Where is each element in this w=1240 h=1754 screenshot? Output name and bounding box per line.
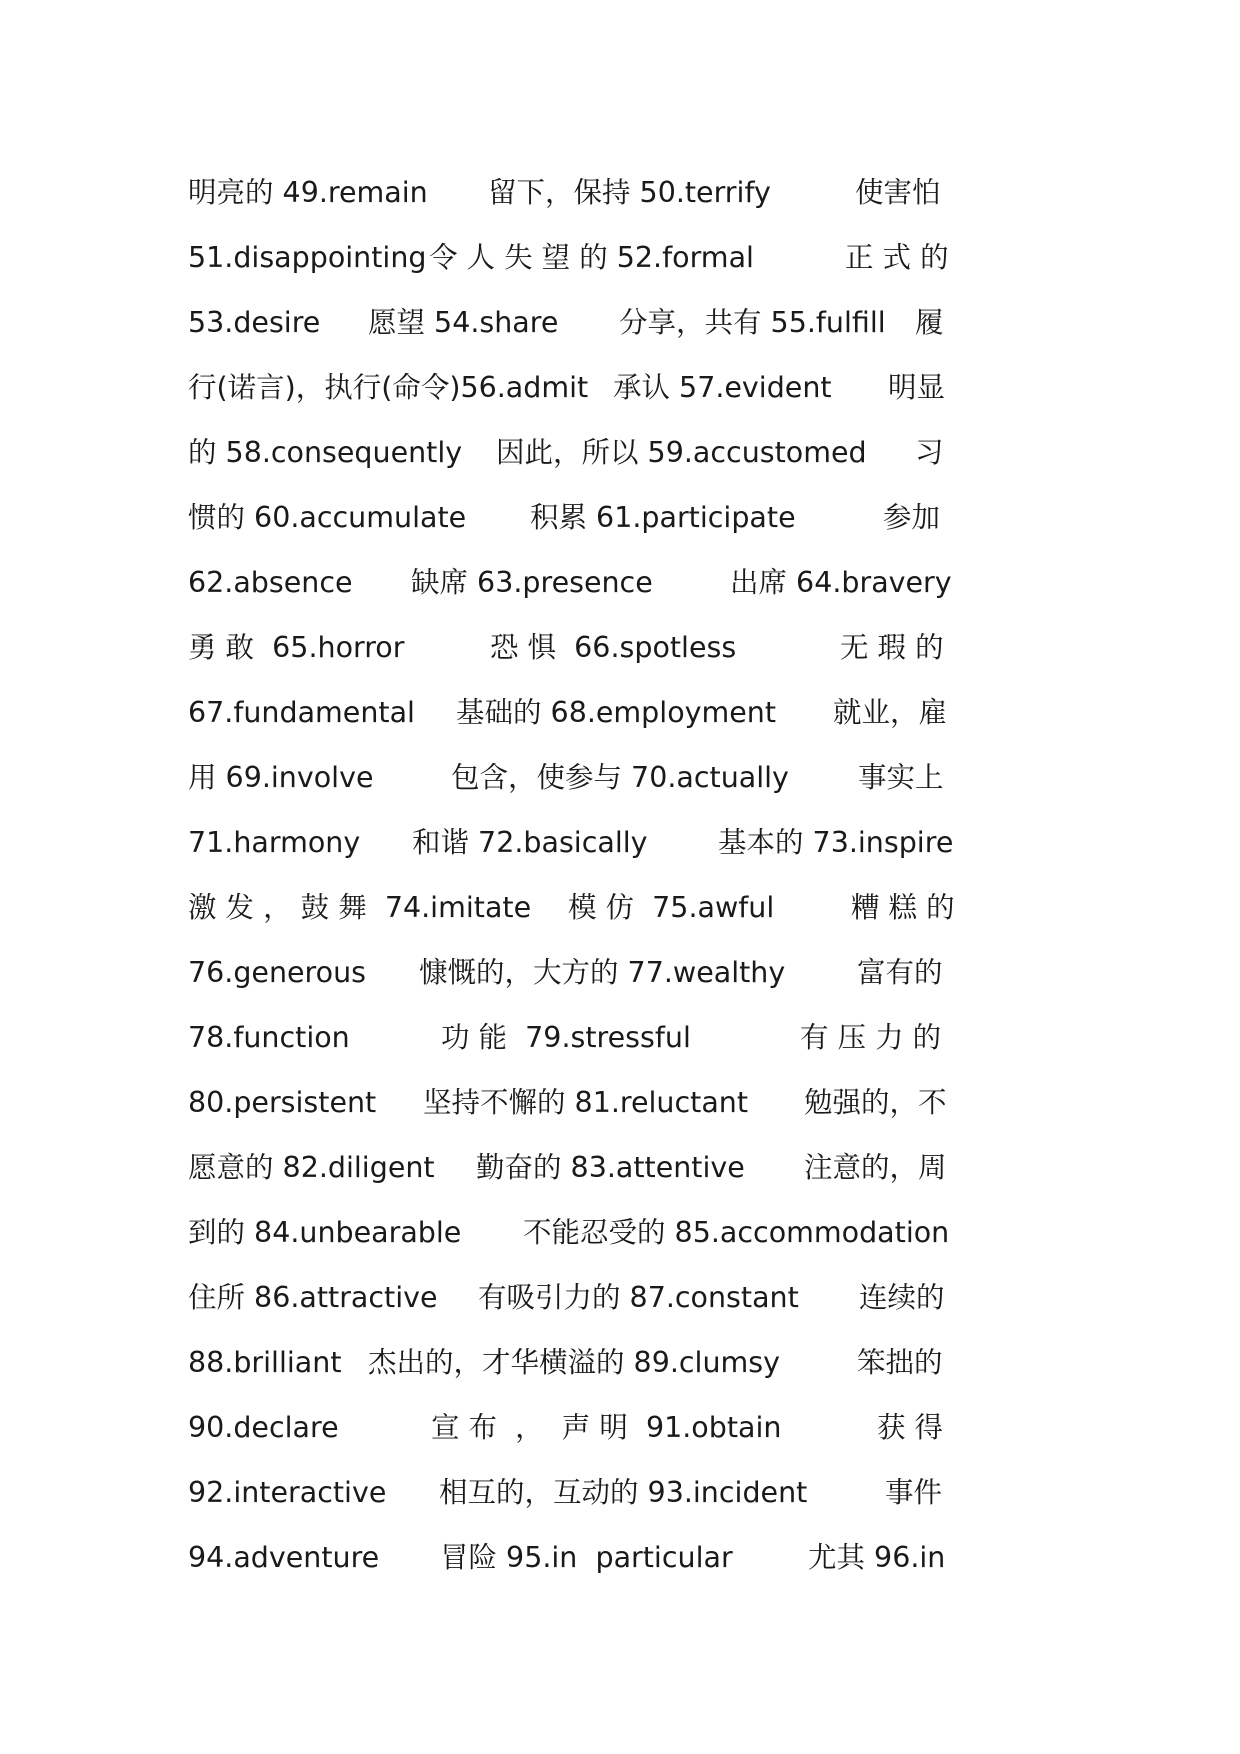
line-segment: 积累 61.participate [530,501,796,534]
line-segment: 获 得 [877,1411,944,1444]
line-segment: 功 能 79.stressful [441,1021,691,1054]
line-segment: 令 人 失 望 的 52.formal [429,241,754,274]
line-segment: 笨拙的 [857,1346,943,1379]
line-segment: 62.absence [188,566,353,599]
line-segment: 有 压 力 的 [800,1021,942,1054]
line-segment: 行(诺言)，执行(命令)56.admit [188,371,589,404]
line-segment: 明显 [888,371,946,404]
line-segment: 78.function [188,1021,350,1054]
line-segment: 勇 敢 65.horror [188,631,405,664]
line-segment: 杰出的，才华横溢的 89.clumsy [368,1346,781,1379]
line-segment: 94.adventure [188,1541,380,1574]
line-segment: 事件 [885,1476,943,1509]
line-segment: 使害怕 [855,176,941,209]
line-segment: 53.desire [188,306,321,339]
line-segment: 基本的 73.inspire [718,826,954,859]
line-segment: 到的 84.unbearable [188,1216,462,1249]
line-segment: 基础的 68.employment [456,696,777,729]
line-segment: 惯的 60.accumulate [188,501,467,534]
line-segment: 激 发 ， 鼓 舞 74.imitate [188,891,532,924]
line-segment: 正 式 的 [845,241,949,274]
text-line [188,1408,1056,1473]
line-segment: 因此，所以 59.accustomed [496,436,867,469]
text-line [188,1343,1056,1408]
line-segment: 愿意的 82.diligent [188,1151,435,1184]
line-segment: 留下，保持 50.terrify [488,176,771,209]
line-segment: 恐 惧 66.spotless [490,631,737,664]
text-line [188,1473,1056,1538]
line-segment: 承认 57.evident [613,371,832,404]
text-line [188,498,1056,563]
text-line [188,173,1056,238]
line-segment: 分享，共有 55.fulfill [619,306,886,339]
text-line [188,1083,1056,1148]
line-segment: 80.persistent [188,1086,377,1119]
text-line [188,888,1056,953]
line-segment: 相互的，互动的 93.incident [439,1476,808,1509]
text-line [188,823,1056,888]
text-line [188,693,1056,758]
line-segment: 和谐 72.basically [412,826,648,859]
line-segment: 88.brilliant [188,1346,342,1379]
line-segment: 住所 86.attractive [188,1281,438,1314]
line-segment: 包含，使参与 70.actually [451,761,789,794]
line-segment: 连续的 [859,1281,945,1314]
line-segment: 注意的，周 [804,1151,947,1184]
text-line [188,433,1056,498]
line-segment: 有吸引力的 87.constant [478,1281,799,1314]
line-segment: 模 仿 75.awful [568,891,775,924]
line-segment: 就业，雇 [833,696,948,729]
line-segment: 参加 [883,501,941,534]
line-segment: 坚持不懈的 81.reluctant [423,1086,749,1119]
text-line [188,1213,1056,1278]
line-segment: 勤奋的 83.attentive [476,1151,745,1184]
line-segment: 糟 糕 的 [851,891,955,924]
line-segment: 慷慨的，大方的 77.wealthy [419,956,786,989]
line-segment: 富有的 [857,956,943,989]
line-segment: 勉强的，不 [804,1086,947,1119]
line-segment: 71.harmony [188,826,361,859]
text-line [188,303,1056,368]
line-segment: 出席 64.bravery [730,566,952,599]
line-segment: 履 [915,306,944,339]
vocabulary-text [188,173,1056,1603]
line-segment: 51.disappointing [188,241,427,274]
text-line [188,628,1056,693]
line-segment: 无 瑕 的 [840,631,944,664]
text-line [188,953,1056,1018]
text-line [188,1018,1056,1083]
line-segment: 事实上 [858,761,944,794]
line-segment: 的 58.consequently [188,436,463,469]
text-line [188,563,1056,628]
text-line [188,1538,1056,1603]
line-segment: 缺席 63.presence [411,566,653,599]
line-segment: 76.generous [188,956,366,989]
line-segment: 习 [915,436,944,469]
line-segment: 宣 布 ， 声 明 91.obtain [431,1411,782,1444]
line-segment: 明亮的 49.remain [188,176,428,209]
line-segment: 不能忍受的 85.accommodation [523,1216,950,1249]
line-segment: 67.fundamental [188,696,415,729]
text-line [188,758,1056,823]
text-line [188,1148,1056,1213]
line-segment: 冒险 95.in particular [440,1541,733,1574]
text-line [188,1278,1056,1343]
text-line [188,238,1056,303]
line-segment: 用 69.involve [188,761,374,794]
text-line [188,368,1056,433]
line-segment: 90.declare [188,1411,339,1444]
line-segment: 92.interactive [188,1476,387,1509]
line-segment: 尤其 96.in [808,1541,946,1574]
line-segment: 愿望 54.share [368,306,559,339]
